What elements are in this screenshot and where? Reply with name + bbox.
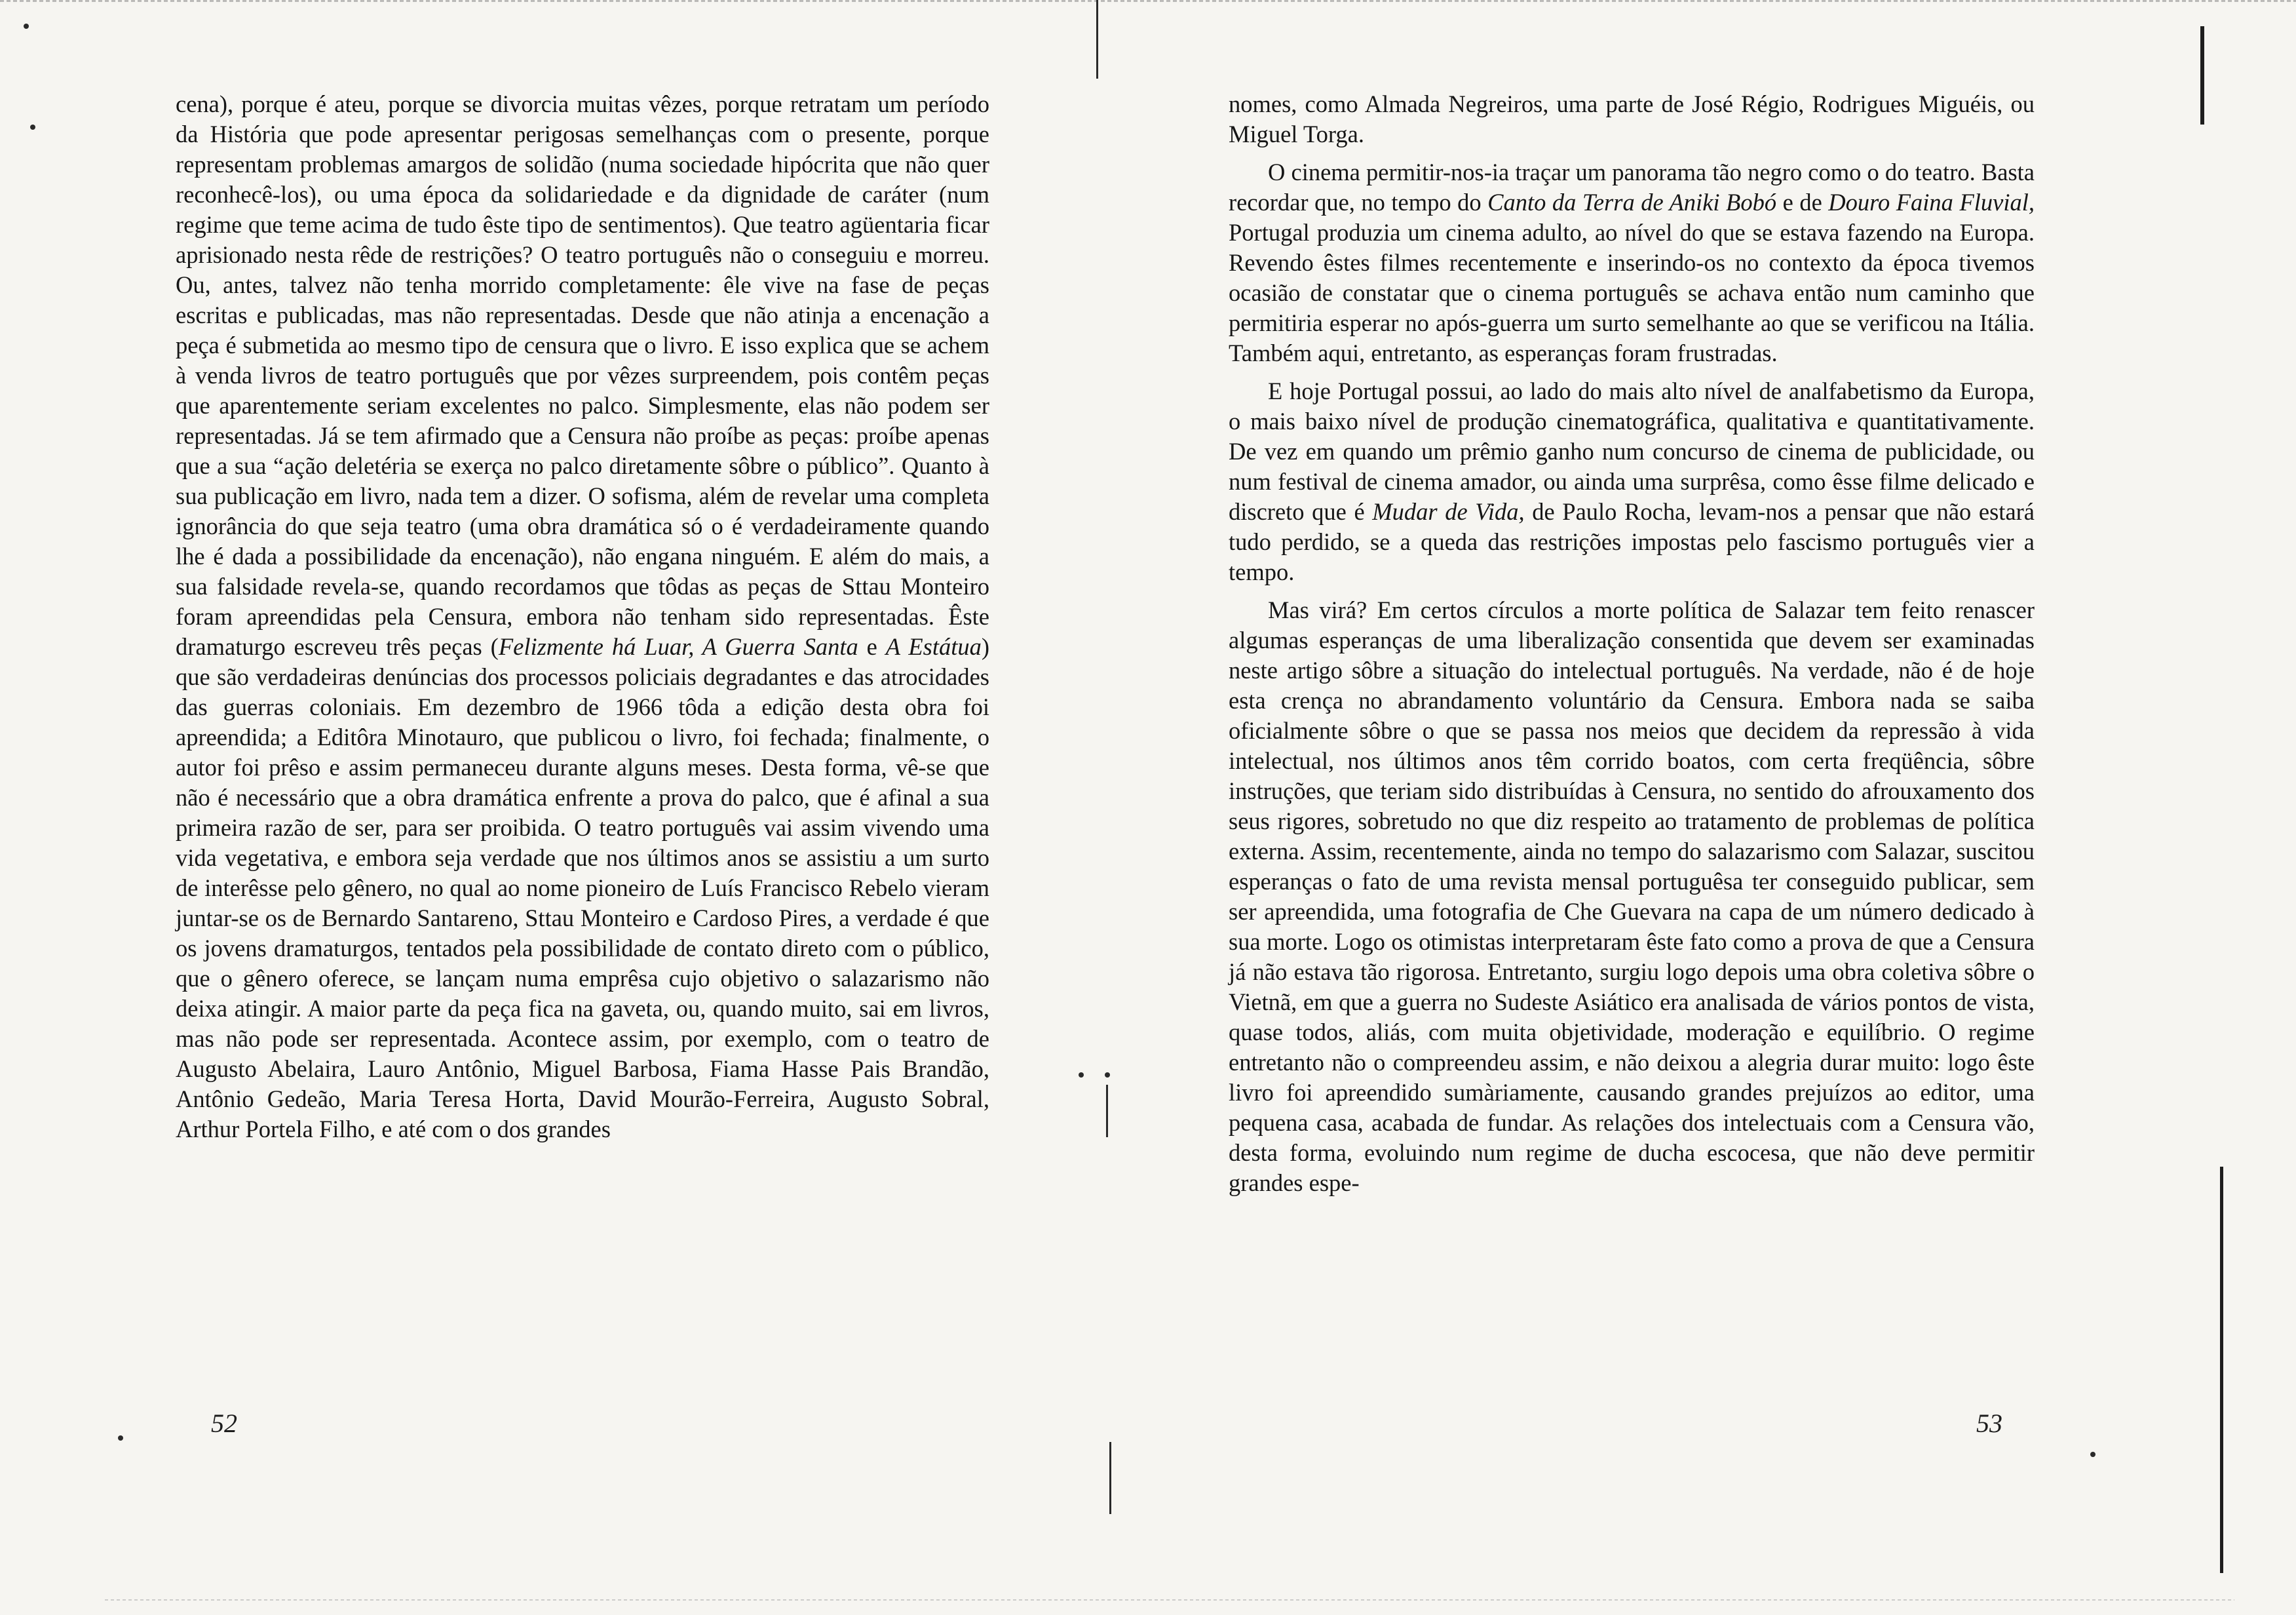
text-run: e de (1776, 189, 1829, 216)
left-page-text (176, 89, 989, 1144)
gutter-line-bottom (1109, 1442, 1111, 1514)
italic-title: Mudar de Vida, (1372, 498, 1525, 525)
text-run: de Paulo Rocha, levam-nos a pensar que não estará tudo perdido, se a queda das restrições impostas pelo fascismo português vier a tempo. (1229, 498, 2035, 585)
text-run: Portugal produzia um cinema adulto, ao nível do que se estava fazendo na Europa. Revendo êstes filmes recentemente e inserindo-os no contexto da época tivemos ocasião de constatar que o cinema português se achava então num caminho que permitiria esperar no após-guerra um surto semelhante ao que se verificou na Itália. Também aqui, entretanto, as esperanças foram frustradas. (1229, 219, 2035, 366)
text-run: e (858, 633, 886, 660)
text-run: E hoje Portugal possui, ao lado do mais alto nível de analfabetismo da Europa, o mais baixo nível de produção cinematográfica, qualitativa e quantitativamente. De vez em quando um prêmio ganho num concurso de cinema de publicidade, ou num festival de cinema amador, ou ainda uma surprêsa, como êsse filme delicado e discreto que é (1229, 378, 2035, 525)
italic-title: Felizmente há Luar, A Guerra Santa (498, 633, 858, 660)
scan-top-edge (0, 0, 2296, 2)
scan-speck (2090, 1452, 2095, 1457)
right-edge-mark (2200, 26, 2204, 125)
right-page-text (1229, 89, 2035, 1198)
paragraph (1229, 157, 2035, 368)
text-run: cena), porque é ateu, porque se divorcia muitas vêzes, porque retratam um período da História que pode apresentar perigosas semelhanças com o presente, porque representam problemas amargos de solidão (numa sociedade hipócrita que não quer reconhecê-los), ou uma época da solidariedade e da dignidade de caráter (num regime que teme acima de tudo êste tipo de sentimentos). Que teatro agüentaria ficar aprisionado nesta rêde de restrições? O teatro português não o conseguiu e morreu. Ou, antes, talvez não tenha morrido completamente: êle vive na fase de peças escritas e publicadas, mas não representadas. Desde que não atinja a encenação a peça é submetida ao mesmo tipo de censura que o livro. E isso explica que se achem à venda livros de teatro português que por vêzes surpreendem, pois contêm peças que aparentemente seriam excelentes no palco. Simplesmente, elas não podem ser representadas. Já se tem afirmado que a Censura não proíbe as peças: proíbe apenas que a sua “ação deletéria se exerça no palco diretamente sôbre o público”. Quanto à sua publicação em livro, nada tem a dizer. O sofisma, além de revelar uma completa ignorância do que seja teatro (uma obra dramática só o é verdadeiramente quando lhe é dada a possibilidade da encenação), não engana ninguém. E além do mais, a sua falsidade revela-se, quando recordamos que tôdas as peças de Sttau Monteiro foram apreendidas pela Censura, embora não tenham sido representadas. Êste dramaturgo escreveu três peças ( (176, 90, 989, 660)
text-run: O cinema permitir-nos-ia traçar um panorama tão negro como o do teatro. Basta recordar que, no tempo do (1229, 159, 2035, 216)
paragraph (176, 89, 989, 1144)
scan-speck (30, 125, 35, 130)
right-edge-shadow (2220, 1167, 2223, 1573)
italic-title: Douro Faina Fluvial, (1828, 189, 2035, 216)
gutter-line-top (1096, 0, 1098, 79)
text-run: Mas virá? Em certos círculos a morte política de Salazar tem feito renascer algumas esperanças de uma liberalização consentida que devem ser examinadas neste artigo sôbre a situação do intelectual português. Na verdade, não é de hoje esta crença no abrandamento voluntário da Censura. Embora nada se saiba oficialmente sôbre o que se passa nos meios que decidem da repressão à vida intelectual, nos últimos anos têm corrido boatos, com certa freqüência, sôbre instruções, que teriam sido distribuídas à Censura, no sentido do afrouxamento dos seus rigores, sobretudo no que diz respeito ao tratamento de problemas de política externa. Assim, recentemente, ainda no tempo do salazarismo com Salazar, suscitou esperanças o fato de uma revista mensal portuguêsa ter conseguido publicar, sem ser apreendida, uma fotografia de Che Guevara na capa de um número dedicado à sua morte. Logo os otimistas interpretaram êste fato como a prova de que a Censura já não estava tão rigorosa. Entretanto, surgiu logo depois uma obra coletiva sôbre o Vietnã, em que a guerra no Sudeste Asiático era analisada de vários pontos de vista, quase todos, aliás, com muita objetividade, moderação e equilíbrio. O regime entretanto não o compreendeu assim, e não deixou a alegria durar muito: logo êste livro foi apreendido sumàriamente, causando grandes prejuízos ao editor, uma pequena casa, acabada de fundar. As relações dos intelectuais com a Censura vão, desta forma, evoluindo num regime de ducha escocesa, que não deve permitir grandes espe- (1229, 596, 2035, 1196)
italic-title: A Estátua (885, 633, 982, 660)
page-number-right: 53 (1976, 1409, 2002, 1438)
gutter-line-middle (1106, 1085, 1108, 1137)
text-run: ) que são verdadeiras denúncias dos processos policiais degradantes e das atrocidades das guerras coloniais. Em dezembro de 1966 tôda a edição desta obra foi apreendida; a Editôra Minotauro, que publicou o livro, foi fechada; finalmente, o autor foi prêso e assim permaneceu durante alguns meses. Desta forma, vê-se que não é necessário que a obra dramática enfrente a prova do palco, que é afinal a sua primeira razão de ser, para ser proibida. O teatro português vai assim vivendo uma vida vegetativa, e embora seja verdade que nos últimos anos se assistiu a um surto de interêsse pelo gênero, no qual ao nome pioneiro de Luís Francisco Rebelo vieram juntar-se os de Bernardo Santareno, Sttau Monteiro e Cardoso Pires, a verdade é que os jovens dramaturgos, tentados pela possibilidade de contato direto com o público, que o gênero oferece, se lançam numa emprêsa cujo objetivo o salazarismo não deixa atingir. A maior parte da peça fica na gaveta, ou, quando muito, sai em livros, mas não pode ser representada. Acontece assim, por exemplo, com o teatro de Augusto Abelaira, Lauro Antônio, Miguel Barbosa, Fiama Hasse Pais Brandão, Antônio Gedeão, Maria Teresa Horta, David Mourão-Ferreira, Augusto Sobral, Arthur Portela Filho, e até com o dos grandes (176, 633, 990, 1142)
page-number-left: 52 (211, 1409, 237, 1438)
text-run: nomes, como Almada Negreiros, uma parte de José Régio, Rodrigues Miguéis, ou Miguel Torga. (1229, 90, 2035, 147)
scan-speck (24, 24, 29, 29)
paragraph (1229, 376, 2035, 587)
scan-bottom-edge (105, 1599, 2234, 1601)
gutter-speck (1105, 1072, 1110, 1078)
paragraph (1229, 89, 2035, 149)
gutter-speck (1079, 1072, 1084, 1078)
scan-speck (118, 1435, 123, 1441)
italic-title: Canto da Terra de Aniki Bobó (1487, 189, 1777, 216)
paragraph (1229, 595, 2035, 1198)
